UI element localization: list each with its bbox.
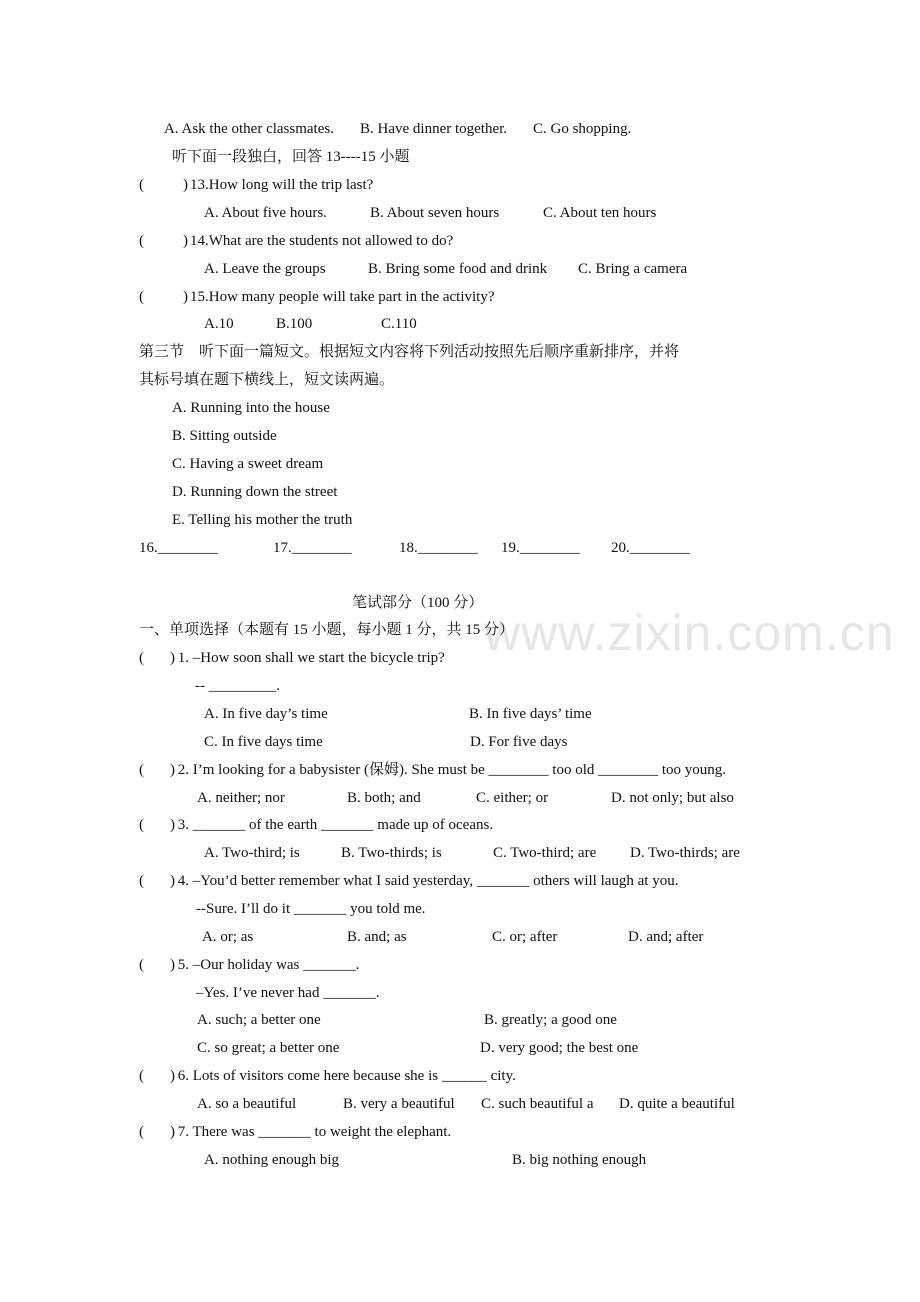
q3-option-c: C. Two-third; are (493, 845, 597, 861)
q14-option-b: B. Bring some food and drink (368, 261, 548, 277)
activity-item: C. Having a sweet dream (172, 456, 324, 472)
q4-paren-open: ( (139, 873, 144, 889)
q2-paren-open: ( (139, 762, 144, 778)
activity-item: A. Running into the house (172, 400, 330, 416)
q13-paren-close: ) (183, 177, 188, 193)
q5-text: 5. –Our holiday was _______. (174, 957, 360, 973)
q7-text: 7. There was _______ to weight the elephant. (174, 1124, 452, 1140)
q3-text: 3. _______ of the earth _______ made up of oceans. (174, 817, 494, 833)
q1-option-b: B. In five days’ time (469, 706, 592, 722)
monologue-instruction: 听下面一段独白，回答 13----15 小题 (172, 149, 410, 165)
q12-option-b: B. Have dinner together. (360, 121, 508, 137)
q14-option-a: A. Leave the groups (204, 261, 326, 277)
q3-paren-open: ( (139, 817, 144, 833)
q13-option-a: A. About five hours. (204, 205, 327, 221)
q15-option-c: C.110 (381, 316, 417, 332)
q1-reply: -- _________. (195, 678, 280, 694)
answer-blank-20: 20.________ (611, 540, 690, 556)
activity-item: D. Running down the street (172, 484, 338, 500)
q6-option-c: C. such beautiful a (481, 1096, 594, 1112)
section3-instruction-line2: 其标号填在题下横线上，短文读两遍。 (139, 372, 395, 388)
q5-option-d: D. very good; the best one (480, 1040, 639, 1056)
q4-text: 4. –You’d better remember what I said yesterday, _______ others will laugh at you. (174, 873, 679, 889)
answer-blank-19: 19.________ (501, 540, 580, 556)
q2-option-b: B. both; and (347, 790, 421, 806)
q2-paren-close: ) (170, 762, 175, 778)
section1-instruction: 一、单项选择（本题有 15 小题，每小题 1 分，共 15 分） (139, 622, 515, 638)
q4-option-a: A. or; as (202, 929, 254, 945)
q1-option-d: D. For five days (470, 734, 568, 750)
q4-option-c: C. or; after (492, 929, 558, 945)
q1-text: 1. –How soon shall we start the bicycle trip? (174, 650, 445, 666)
q13-paren-open: ( (139, 177, 144, 193)
q15-option-a: A.10 (204, 316, 234, 332)
q1-option-c: C. In five days time (204, 734, 323, 750)
written-heading: 笔试部分（100 分） (352, 595, 484, 611)
q6-option-b: B. very a beautiful (343, 1096, 455, 1112)
q6-option-d: D. quite a beautiful (619, 1096, 735, 1112)
q14-paren-close: ) (183, 233, 188, 249)
q6-text: 6. Lots of visitors come here because she is ______ city. (174, 1068, 516, 1084)
q5-paren-open: ( (139, 957, 144, 973)
activity-item: E. Telling his mother the truth (172, 512, 353, 528)
q1-paren-close: ) (170, 650, 175, 666)
q14-paren-open: ( (139, 233, 144, 249)
q2-option-c: C. either; or (476, 790, 549, 806)
q2-option-d: D. not only; but also (611, 790, 734, 806)
q13-option-b: B. About seven hours (370, 205, 500, 221)
q5-option-b: B. greatly; a good one (484, 1012, 617, 1028)
q4-reply: --Sure. I’ll do it _______ you told me. (196, 901, 426, 917)
q7-paren-open: ( (139, 1124, 144, 1140)
q3-option-b: B. Two-thirds; is (341, 845, 442, 861)
q12-option-a: A. Ask the other classmates. (164, 121, 334, 137)
q6-option-a: A. so a beautiful (197, 1096, 297, 1112)
q6-paren-close: ) (170, 1068, 175, 1084)
q3-paren-close: ) (170, 817, 175, 833)
q13-option-c: C. About ten hours (543, 205, 657, 221)
q5-option-a: A. such; a better one (197, 1012, 321, 1028)
q1-paren-open: ( (139, 650, 144, 666)
q4-option-d: D. and; after (628, 929, 704, 945)
q5-reply: –Yes. I’ve never had _______. (196, 985, 380, 1001)
activity-item: B. Sitting outside (172, 428, 277, 444)
q3-option-a: A. Two-third; is (204, 845, 300, 861)
section3-instruction-line1: 第三节 听下面一篇短文。根据短文内容将下列活动按照先后顺序重新排序，并将 (139, 344, 680, 360)
q2-option-a: A. neither; nor (197, 790, 285, 806)
q5-option-c: C. so great; a better one (197, 1040, 340, 1056)
q7-option-b: B. big nothing enough (512, 1152, 647, 1168)
q15-text: 15.How many people will take part in the activity? (190, 289, 495, 305)
q4-paren-close: ) (170, 873, 175, 889)
q4-option-b: B. and; as (347, 929, 407, 945)
q12-option-c: C. Go shopping. (533, 121, 632, 137)
q2-text: 2. I’m looking for a babysister (保姆). She must be ________ too old ________ too young. (174, 762, 727, 778)
answer-blank-17: 17.________ (273, 540, 352, 556)
q13-text: 13.How long will the trip last? (190, 177, 374, 193)
answer-blank-18: 18.________ (399, 540, 478, 556)
q5-paren-close: ) (170, 957, 175, 973)
q1-option-a: A. In five day’s time (204, 706, 328, 722)
q3-option-d: D. Two-thirds; are (630, 845, 740, 861)
q14-text: 14.What are the students not allowed to do? (190, 233, 454, 249)
q15-paren-close: ) (183, 289, 188, 305)
q15-option-b: B.100 (276, 316, 313, 332)
q7-paren-close: ) (170, 1124, 175, 1140)
q14-option-c: C. Bring a camera (578, 261, 688, 277)
watermark: www.zixin.com.cn (484, 605, 895, 661)
answer-blank-16: 16.________ (139, 540, 218, 556)
q7-option-a: A. nothing enough big (204, 1152, 339, 1168)
q6-paren-open: ( (139, 1068, 144, 1084)
q15-paren-open: ( (139, 289, 144, 305)
